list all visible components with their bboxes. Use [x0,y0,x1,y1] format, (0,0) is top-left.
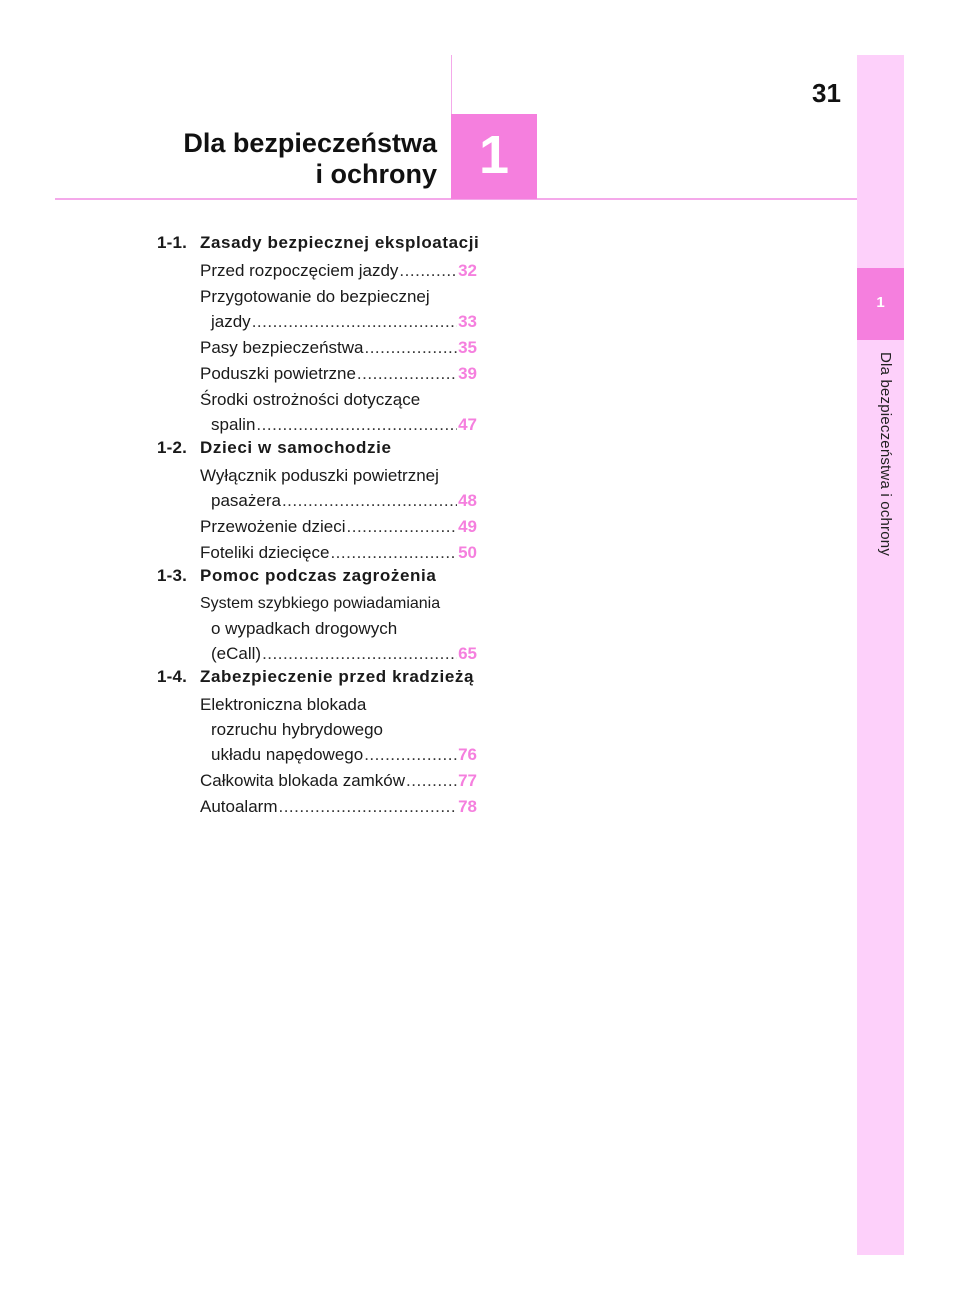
toc-page-link[interactable]: 49 [458,517,477,536]
toc-section-title: Zabezpieczenie przed kradzieżą [200,667,475,686]
toc-dot-leader [256,412,457,437]
toc-entry[interactable] [157,692,477,767]
toc-page-link[interactable]: 50 [458,543,477,562]
toc-entry-text: rozruchu hybrydowego [211,720,383,739]
toc-section-title: Zasady bezpiecznej eksploatacji [200,233,480,252]
side-tab-chapter[interactable] [857,268,904,340]
toc-entry-text: spalin [211,415,256,434]
toc-page-link[interactable]: 76 [458,745,477,764]
toc-entry[interactable] [157,258,477,283]
table-of-contents [157,233,480,820]
chapter-number-box [451,114,537,199]
toc-dot-leader [252,309,457,334]
toc-dot-leader [282,488,457,513]
side-tab-number: 1 [876,294,885,311]
toc-entry[interactable] [157,540,477,565]
side-strip [857,55,904,1255]
toc-section-number: 1-1. [157,233,188,252]
toc-page-link[interactable]: 33 [458,312,477,331]
toc-entry[interactable] [157,387,477,437]
toc-entry-text: System szybkiego powiadamiania [200,595,441,612]
toc-page-link[interactable]: 32 [458,261,477,280]
toc-entry-text: układu napędowego [211,745,364,764]
toc-dot-leader [364,742,457,767]
toc-entry-text: Autoalarm [200,797,278,816]
toc-entry-text: (eCall) [211,644,262,663]
toc-dot-leader [406,768,457,793]
toc-entry[interactable] [157,335,477,360]
toc-entry-text: Pasy bezpieczeństwa [200,338,364,357]
side-tab-label: Dla bezpieczeństwa i ochrony [877,352,894,557]
toc-entry[interactable] [157,361,477,386]
toc-entry-text: jazdy [211,312,251,331]
toc-entry-text: Całkowita blokada zamków [200,771,406,790]
toc-dot-leader [364,335,457,360]
toc-section-number: 1-3. [157,566,188,585]
toc-section-heading [157,667,477,692]
toc-entry-text: Wyłącznik poduszki powietrznej [200,466,439,485]
toc-dot-leader [399,258,457,283]
toc-entry-text: pasażera [211,491,281,510]
toc-entry[interactable] [157,463,477,513]
toc-entry-text: Elektroniczna blokada [200,695,367,714]
toc-section-heading [157,566,477,591]
toc-entry-text: Przygotowanie do bezpiecznej [200,287,430,306]
toc-entry-text: o wypadkach drogowych [211,619,398,638]
chapter-title-line-2: i ochrony [315,159,437,189]
toc-page-link[interactable]: 77 [458,771,477,790]
toc-entry-text: Przewożenie dzieci [200,517,346,536]
toc-page-link[interactable]: 35 [458,338,477,357]
toc-page-link[interactable]: 47 [458,415,477,434]
chapter-title [183,128,437,190]
toc-entry-text: Foteliki dziecięce [200,543,330,562]
toc-section-number: 1-2. [157,438,188,457]
toc-section-heading [157,233,480,258]
chapter-number: 1 [478,125,510,185]
toc-dot-leader [357,361,457,386]
toc-dot-leader [347,514,458,539]
toc-entry[interactable] [157,768,477,793]
toc-page-link[interactable]: 78 [458,797,477,816]
toc-entry[interactable] [157,794,477,819]
toc-entry-text: Przed rozpoczęciem jazdy [200,261,399,280]
header-vertical-rule [451,55,452,117]
toc-entry[interactable] [157,284,477,334]
page-number: 31 [812,78,841,108]
toc-entry-text: Środki ostrożności dotyczące [200,390,421,409]
toc-dot-leader [262,641,457,666]
chapter-title-line-1: Dla bezpieczeństwa [183,128,437,158]
toc-entry[interactable] [157,514,477,539]
toc-dot-leader [330,540,457,565]
toc-dot-leader [278,794,457,819]
toc-section-title: Pomoc podczas zagrożenia [200,566,437,585]
toc-entry[interactable] [157,591,477,666]
toc-section-number: 1-4. [157,667,188,686]
toc-page-link[interactable]: 65 [458,644,477,663]
toc-section-heading [157,438,477,463]
toc-page-link[interactable]: 48 [458,491,477,510]
toc-section-title: Dzieci w samochodzie [200,438,392,457]
toc-entry-text: Poduszki powietrzne [200,364,356,383]
toc-page-link[interactable]: 39 [458,364,477,383]
